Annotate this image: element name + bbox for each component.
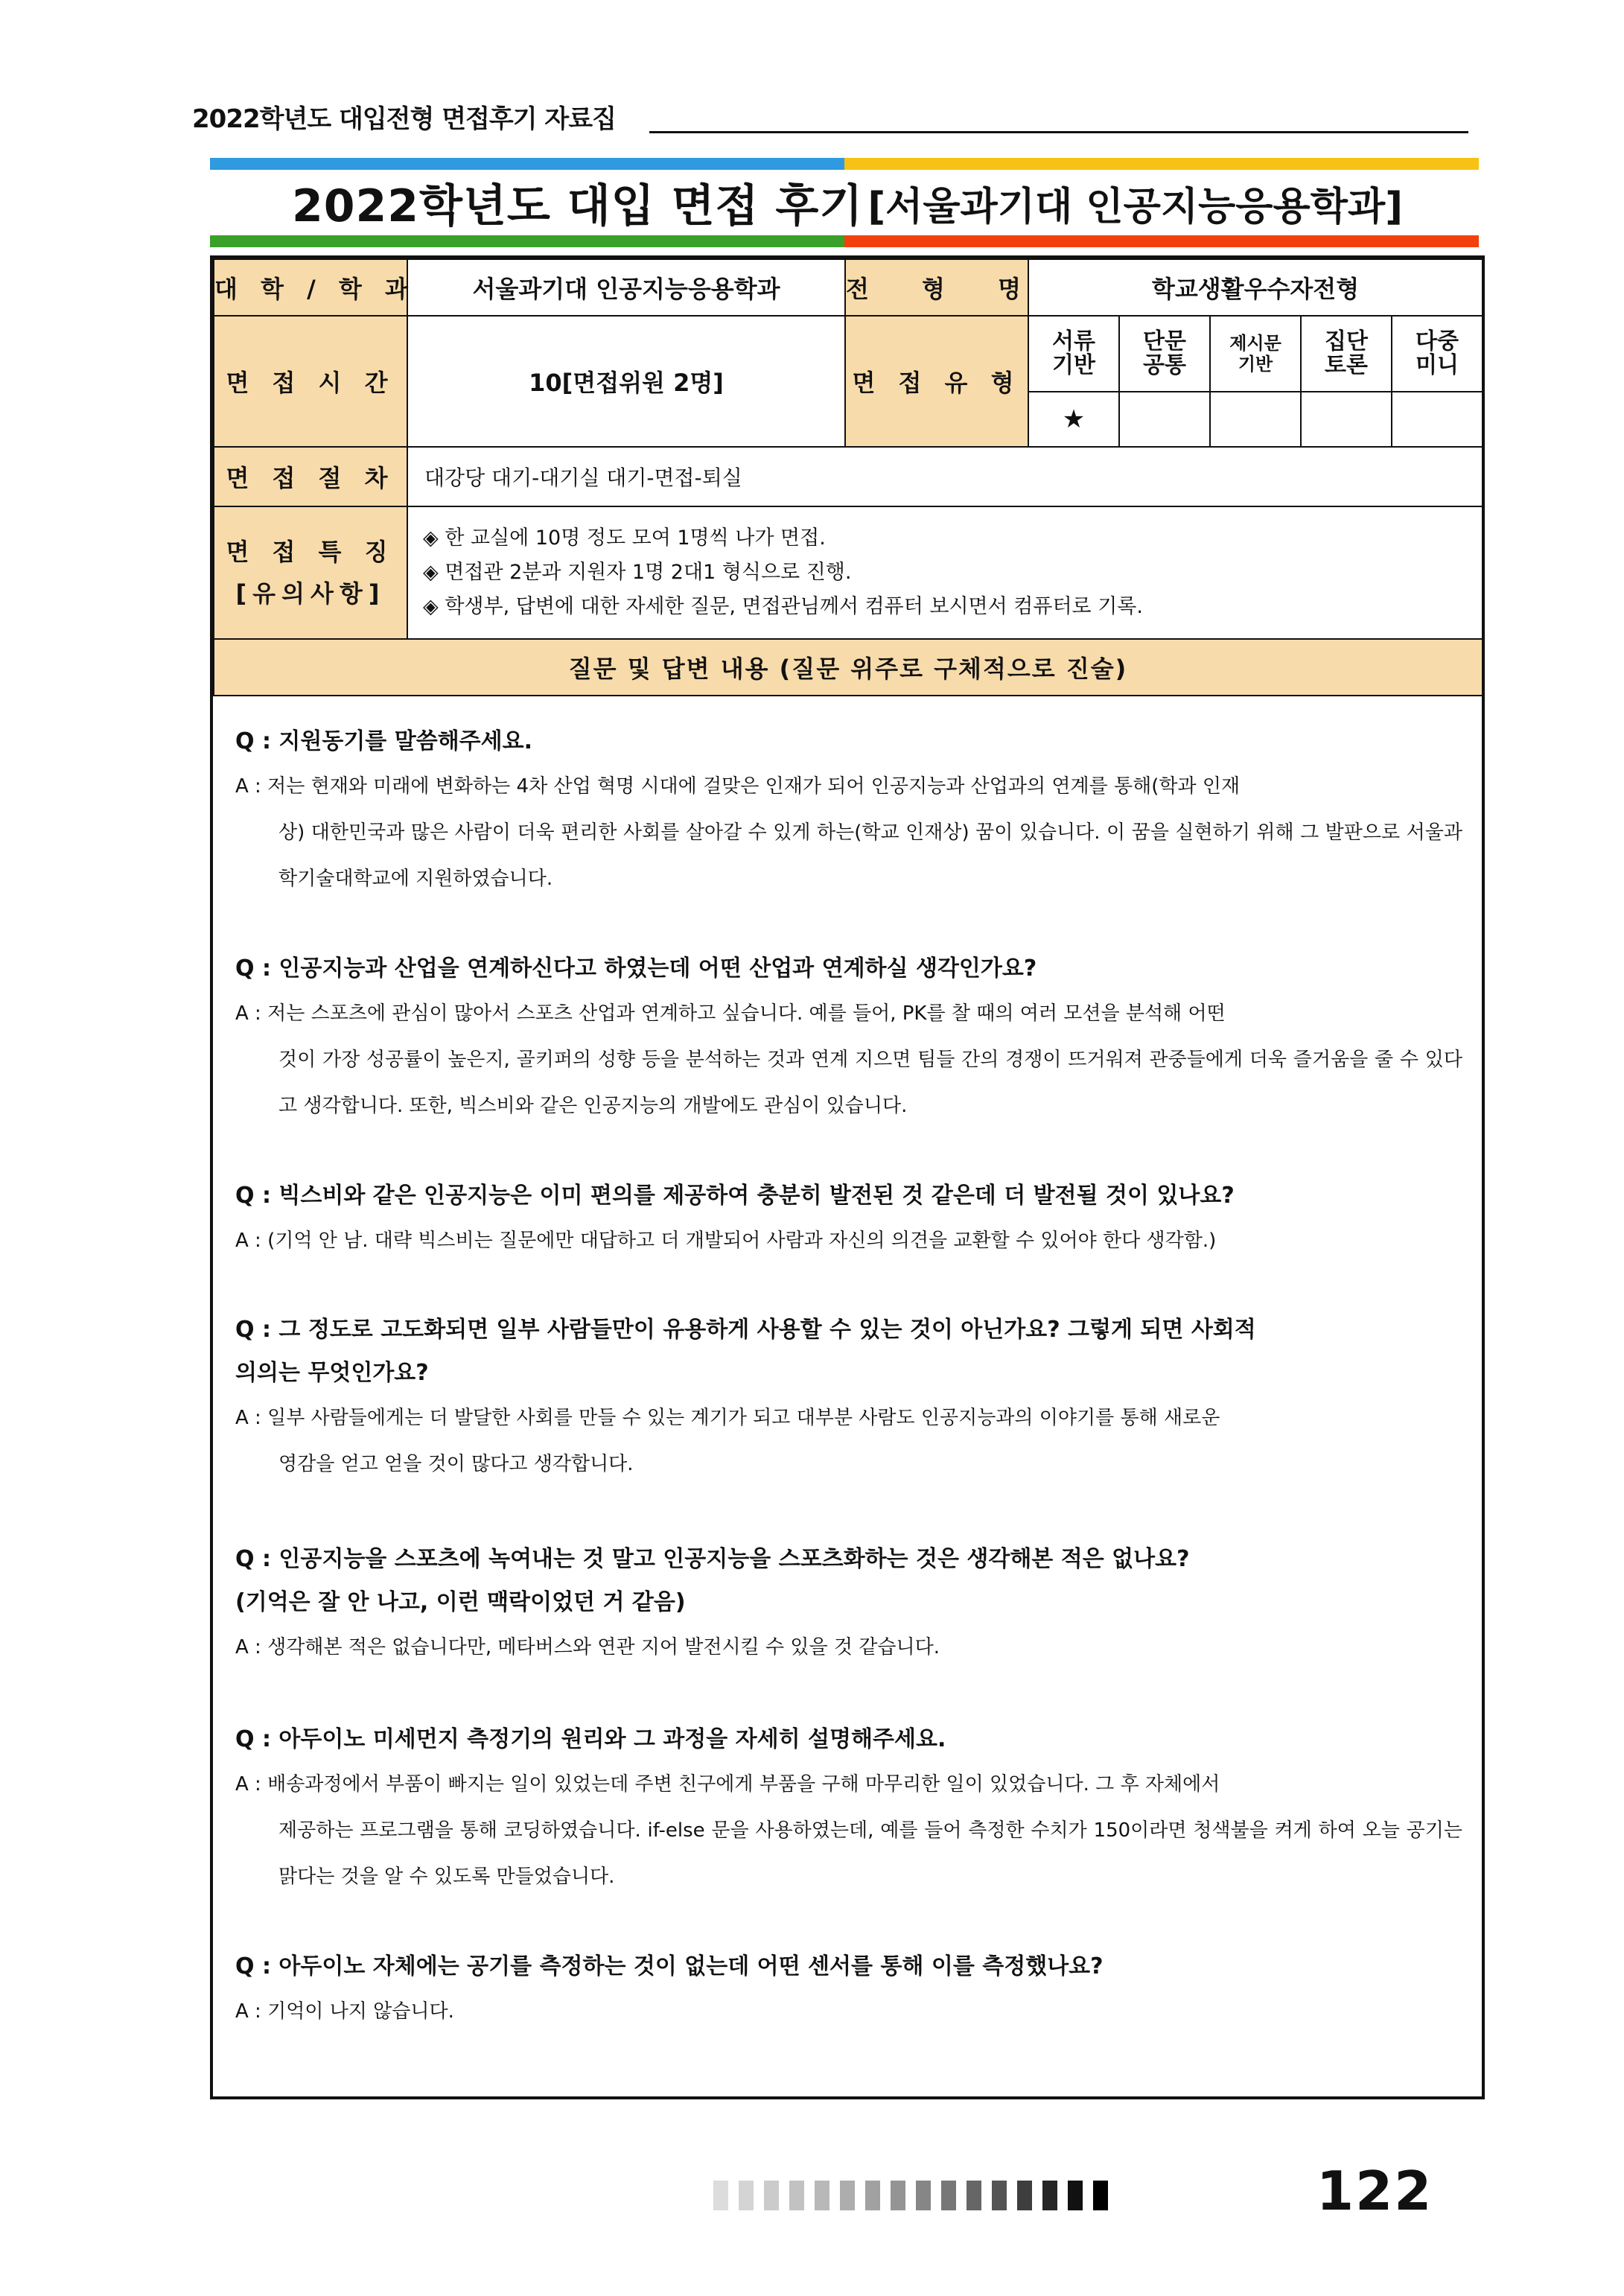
qa-item-1: [213, 720, 1482, 902]
interview-time-value: 10[면접위원 2명]: [407, 316, 845, 447]
footer-mark: [992, 2181, 1007, 2210]
format-group-debate: 집단 토론: [1301, 316, 1392, 392]
answer-continuation: 제공하는 프로그램을 통해 코딩하였습니다. if-else 문을 사용하였는데, 예를 들어 측정한 수치가 150이라면 청색불을 켜게 하여 오늘 공기는 맑다는 것을 알 수 있도록 만들었습니다.: [278, 1819, 1462, 1888]
question-text: Q : 아두이노 미세먼지 측정기의 원리와 그 과정을 자세히 설명해주세요.: [235, 1726, 946, 1752]
question-text: Q : 아두이노 자체에는 공기를 측정하는 것이 없는데 어떤 센서를 통해 이를 측정했나요?: [235, 1953, 1104, 1979]
format-short-common: 단문 공통: [1119, 316, 1210, 392]
features-list: [407, 506, 1483, 639]
footer-gradient-marks: [713, 2181, 1108, 2210]
footer-mark: [891, 2181, 905, 2210]
question-text: Q : 인공지능을 스포츠에 녹여내는 것 말고 인공지능을 스포츠화하는 것은 생각해본 적은 없나요?: [235, 1546, 1190, 1572]
features-label-line1: 면 접 특 징: [226, 538, 395, 566]
footer-mark: [865, 2181, 880, 2210]
qa-item-5: [213, 1538, 1482, 1670]
answer-continuation: 영감을 얻고 얻을 것이 많다고 생각합니다.: [278, 1453, 634, 1475]
answer-text: [213, 1624, 1482, 1670]
admission-type-value: 학교생활우수자전형: [1028, 259, 1483, 316]
format-passage: 제시문 기반: [1210, 316, 1301, 392]
page-number: 122: [1316, 2160, 1433, 2222]
footer-mark: [1068, 2181, 1083, 2210]
interview-time-label: 면 접 시 간: [214, 316, 407, 447]
question-text: Q : 그 정도로 고도화되면 일부 사람들만이 유용하게 사용할 수 있는 것이 아닌가요? 그렇게 되면 사회적: [235, 1317, 1256, 1343]
qa-item-4: [213, 1308, 1482, 1487]
answer-text: [213, 990, 1482, 1129]
banner-main: 2022학년도 대입 면접 후기: [292, 180, 864, 232]
band-yellow: [844, 158, 1479, 170]
format-multi-mini: 다중 미니: [1392, 316, 1483, 392]
question-text: Q : 빅스비와 같은 인공지능은 이미 편의를 제공하여 충분히 발전된 것 같은데 더 발전될 것이 있나요?: [235, 1183, 1235, 1209]
footer-mark: [764, 2181, 779, 2210]
qa-item-2: [213, 947, 1482, 1129]
features-label: [214, 506, 407, 639]
answer-text: [213, 763, 1482, 902]
answer-line: A : 저는 스포츠에 관심이 많아서 스포츠 산업과 연계하고 싶습니다. 예를 들어, PK를 찰 때의 여러 모션을 분석해 어떤: [235, 1002, 1226, 1025]
info-table: [213, 258, 1483, 696]
footer-mark: [713, 2181, 728, 2210]
answer-text: [213, 1761, 1482, 1900]
feature-item: ◈ 면접관 2분과 지원자 1명 2대1 형식으로 진행.: [423, 561, 852, 584]
qa-item-6: [213, 1718, 1482, 1900]
banner-sub: [서울과기대 인공지능응용학과]: [867, 184, 1403, 229]
qa-item-7: [213, 1945, 1482, 2035]
answer-text: [213, 1218, 1482, 1264]
header-rule: [649, 131, 1468, 133]
answer-line: A : 저는 현재와 미래에 변화하는 4차 산업 혁명 시대에 걸맞은 인재가 되어 인공지능과 산업과의 연계를 통해(학과 인재: [235, 775, 1241, 798]
procedure-label: 면 접 절 차: [214, 447, 407, 506]
admission-type-label: 전 형 명: [845, 259, 1028, 316]
question-text: Q : 인공지능과 산업을 연계하신다고 하였는데 어떤 산업과 연계하실 생각인가요?: [235, 955, 1037, 982]
feature-item: ◈ 한 교실에 10명 정도 모여 1명씩 나가 면접.: [423, 527, 826, 550]
interview-format-label: 면 접 유 형: [845, 316, 1028, 447]
footer-mark: [1042, 2181, 1057, 2210]
format-document: 서류 기반: [1028, 316, 1119, 392]
band-red: [844, 235, 1479, 247]
footer-mark: [739, 2181, 754, 2210]
footer-mark: [1093, 2181, 1108, 2210]
footer-mark: [941, 2181, 956, 2210]
answer-line: A : 생각해본 적은 없습니다만, 메타버스와 연관 지어 발전시킬 수 있을 것 같습니다.: [235, 1636, 940, 1659]
band-blue: [210, 158, 844, 170]
footer-mark: [789, 2181, 804, 2210]
feature-item: ◈ 학생부, 답변에 대한 자세한 질문, 면접관님께서 컴퓨터 보시면서 컴퓨터로 기록.: [423, 595, 1143, 618]
review-frame: [210, 255, 1485, 2099]
footer-mark: [916, 2181, 931, 2210]
band-green: [210, 235, 844, 247]
answer-line: A : 기억이 나지 않습니다.: [235, 2000, 454, 2023]
footer-mark: [1017, 2181, 1032, 2210]
answer-continuation: 것이 가장 성공률이 높은지, 골키퍼의 성향 등을 분석하는 것과 연계 지으면 팀들 간의 경쟁이 뜨거워져 관중들에게 더욱 즐거움을 줄 수 있다고 생각합니다. 또한, 빅스비와 같은 인공지능의 개발에도 관심이 있습니다.: [278, 1049, 1462, 1117]
footer-mark: [815, 2181, 829, 2210]
procedure-value: 대강당 대기-대기실 대기-면접-퇴실: [407, 447, 1483, 506]
question-continuation: (기억은 잘 안 나고, 이런 맥락이었던 거 같음): [235, 1589, 686, 1615]
footer-mark: [967, 2181, 981, 2210]
question-continuation: 의의는 무엇인가요?: [235, 1360, 429, 1386]
answer-continuation: 상) 대한민국과 많은 사람이 더욱 편리한 사회를 살아갈 수 있게 하는(학교 인재상) 꿈이 있습니다. 이 꿈을 실현하기 위해 그 발판으로 서울과학기술대학교에 지원하였습니다.: [278, 821, 1462, 890]
answer-line: A : 일부 사람들에게는 더 발달한 사회를 만들 수 있는 계기가 되고 대부분 사람도 인공지능과의 이야기를 통해 새로운: [235, 1407, 1220, 1429]
footer-mark: [840, 2181, 855, 2210]
answer-text: [213, 1988, 1482, 2035]
univ-value: 서울과기대 인공지능응용학과: [407, 259, 845, 316]
qa-heading: 질문 및 답변 내용 (질문 위주로 구체적으로 진술): [214, 639, 1483, 696]
univ-label: 대 학 / 학 과: [214, 259, 407, 316]
document-header-title: 2022학년도 대입전형 면접후기 자료집: [192, 104, 616, 134]
qa-item-3: [213, 1174, 1482, 1264]
selected-star-mark: ★: [1028, 392, 1119, 447]
answer-line: A : (기억 안 남. 대략 빅스비는 질문에만 대답하고 더 개발되어 사람과 자신의 의견을 교환할 수 있어야 한다 생각함.): [235, 1230, 1217, 1252]
banner-title: [210, 173, 1485, 232]
answer-line: A : 배송과정에서 부품이 빠지는 일이 있었는데 주변 친구에게 부품을 구해 마무리한 일이 있었습니다. 그 후 자체에서: [235, 1773, 1220, 1796]
answer-text: [213, 1395, 1482, 1487]
features-label-line2: [유의사항]: [235, 579, 386, 608]
question-text: Q : 지원동기를 말씀해주세요.: [235, 728, 533, 754]
